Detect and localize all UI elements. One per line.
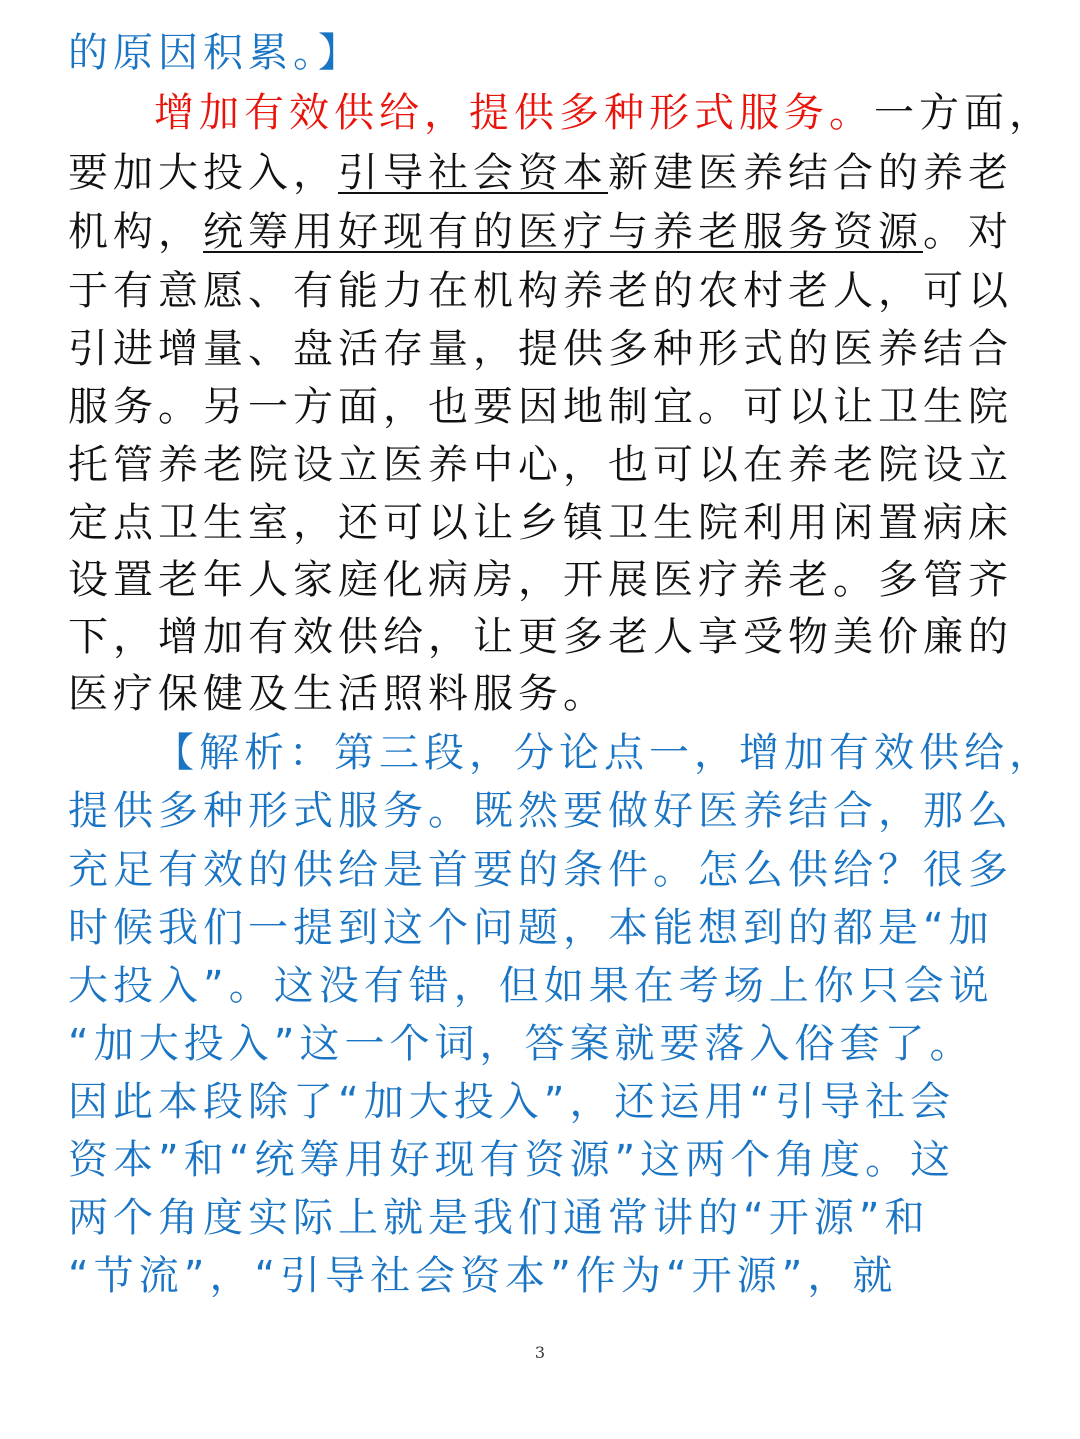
analysis-line: “节流”，“引导社会资本”作为“开源”，就: [68, 1253, 898, 1299]
analysis-line: 两个角度实际上就是我们通常讲的“开源”和: [68, 1195, 930, 1241]
analysis-line: “加大投入”这一个词，答案就要落入俗套了。: [68, 1021, 975, 1067]
analysis-line: 大投入”。这没有错，但如果在考场上你只会说: [68, 963, 994, 1009]
text-span: 一方面，: [874, 90, 1054, 136]
text-span: 新建医养结合的养老: [608, 150, 1013, 196]
text-line: 定点卫生室，还可以让乡镇卫生院利用闲置病床: [68, 500, 1013, 546]
analysis-line: 【解析：第三段，分论点一，增加有效供给，: [154, 730, 1054, 776]
text-span: 要加大投入，: [68, 150, 338, 196]
text-line: 的原因积累。】: [68, 30, 363, 76]
text-span: 机构，: [68, 209, 203, 255]
analysis-line: 资本”和“统筹用好现有资源”这两个角度。这: [68, 1137, 956, 1183]
subheading-red: 增加有效供给，提供多种形式服务。: [154, 90, 874, 136]
paragraph-heading-line: [68, 84, 1080, 142]
analysis-line: 因此本段除了“加大投入”，还运用“引导社会: [68, 1079, 956, 1125]
text-line: 托管养老院设立医养中心，也可以在养老院设立: [68, 442, 1013, 488]
text-line: 引进增量、盘活存量，提供多种形式的医养结合: [68, 326, 1013, 372]
text-line: [68, 144, 1018, 202]
page-number: 3: [534, 1343, 546, 1362]
text-line: 服务。另一方面，也要因地制宜。可以让卫生院: [68, 384, 1013, 430]
text-line: 于有意愿、有能力在机构养老的农村老人，可以: [68, 268, 1013, 314]
underlined-phrase: 统筹用好现有的医疗与养老服务资源: [203, 209, 923, 255]
analysis-line: 时候我们一提到这个问题，本能想到的都是“加: [68, 905, 994, 951]
text-line: 医疗保健及生活照料服务。: [68, 671, 608, 717]
underlined-phrase: 引导社会资本: [338, 150, 608, 196]
analysis-line: 充足有效的供给是首要的条件。怎么供给？很多: [68, 847, 1013, 893]
text-span: 。对: [923, 209, 1013, 255]
analysis-line: 提供多种形式服务。既然要做好医养结合，那么: [68, 788, 1013, 834]
text-line: [68, 203, 1018, 261]
text-line: 设置老年人家庭化病房，开展医疗养老。多管齐: [68, 557, 1013, 603]
text-line: 下，增加有效供给，让更多老人享受物美价廉的: [68, 614, 1013, 660]
